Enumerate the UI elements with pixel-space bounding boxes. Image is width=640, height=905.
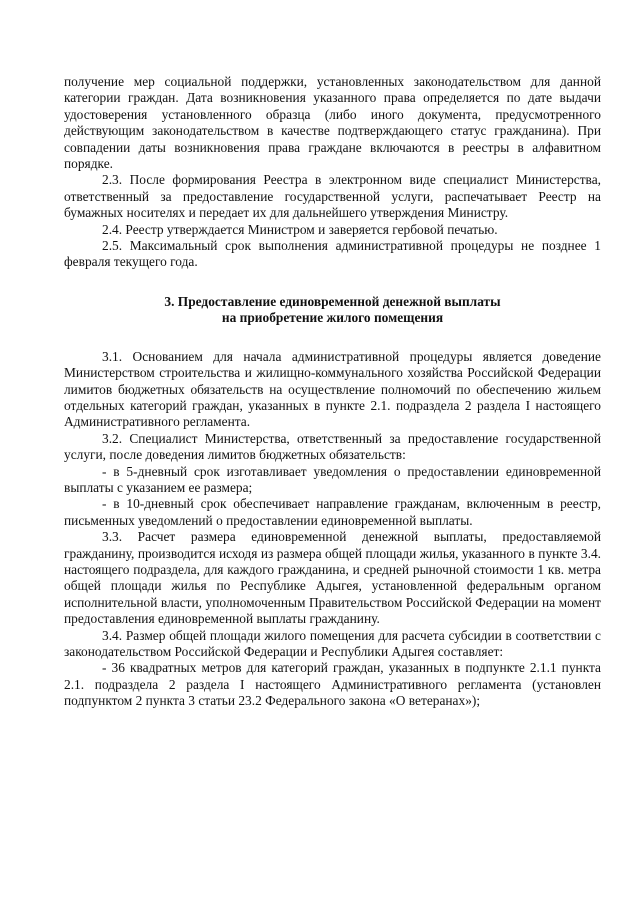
paragraph-2-4: 2.4. Реестр утверждается Министром и заверяется гербовой печатью.: [102, 221, 498, 237]
list-item-36-sqm: - 36 квадратных метров для категорий граждан, указанных в подпункте 2.1.1 пункта 2.1. подраздела 2 раздела I настоящего Административного регламента (установлен подпунктом 2 пункта 3 статьи 23.2 Федерального закона «О ветеранах»);: [64, 660, 601, 709]
paragraph-continuation: получение мер социальной поддержки, установленных законодательством для данной категории граждан. Дата возникновения указанного права определяется по дате выдачи удостоверения установленного образца (либо иного документа, предусмотренного действующим законодательством в качестве подтверждающего статус гражданина). При совпадении даты возникновения права граждане включаются в реестры в алфавитном порядке.: [64, 74, 601, 172]
paragraph-3-4: 3.4. Размер общей площади жилого помещения для расчета субсидии в соответствии с законодательством Российской Федерации и Республики Адыгея составляет:: [64, 627, 601, 659]
section-3-heading: [64, 294, 601, 327]
document-page: [64, 74, 601, 710]
list-item-10-day: - в 10-дневный срок обеспечивает направление гражданам, включенным в реестр, письменных уведомлений о предоставлении единовременной выплаты.: [64, 496, 601, 528]
paragraph-3-1: 3.1. Основанием для начала административной процедуры является доведение Министерством строительства и жилищно-коммунального хозяйства Российской Федерации лимитов бюджетных обязательств на осуществление полномочий по обеспечению жильем отдельных категорий граждан, указанных в пункте 2.1. подраздела 2 раздела I настоящего Административного регламента.: [64, 348, 601, 430]
paragraph-2-3: 2.3. После формирования Реестра в электронном виде специалист Министерства, ответственный за предоставление государственной услуги, распечатывает Реестр на бумажных носителях и передает их для дальнейшего утверждения Министру.: [64, 172, 601, 221]
paragraph-3-2: 3.2. Специалист Министерства, ответственный за предоставление государственной услуги, после доведения лимитов бюджетных обязательств:: [64, 430, 601, 463]
paragraph-2-5: 2.5. Максимальный срок выполнения административной процедуры не позднее 1 февраля текущего года.: [64, 238, 601, 270]
section-heading-line-1: 3. Предоставление единовременной денежной выплаты: [164, 293, 501, 309]
list-item-5-day: - в 5-дневный срок изготавливает уведомления о предоставлении единовременной выплаты с указанием ее размера;: [64, 463, 601, 495]
section-heading-line-2: на приобретение жилого помещения: [221, 310, 444, 326]
paragraph-3-3: 3.3. Расчет размера единовременной денежной выплаты, предоставляемой гражданину, производится исходя из размера общей площади жилья, указанного в пункте 3.4. настоящего подраздела, для каждого гражданина, и средней рыночной стоимости 1 кв. метра общей площади жилья по Республике Адыгея, установленной федеральным органом исполнительной власти, уполномоченным Правительством Российской Федерации на момент предоставления единовременной выплаты гражданину.: [64, 529, 601, 627]
